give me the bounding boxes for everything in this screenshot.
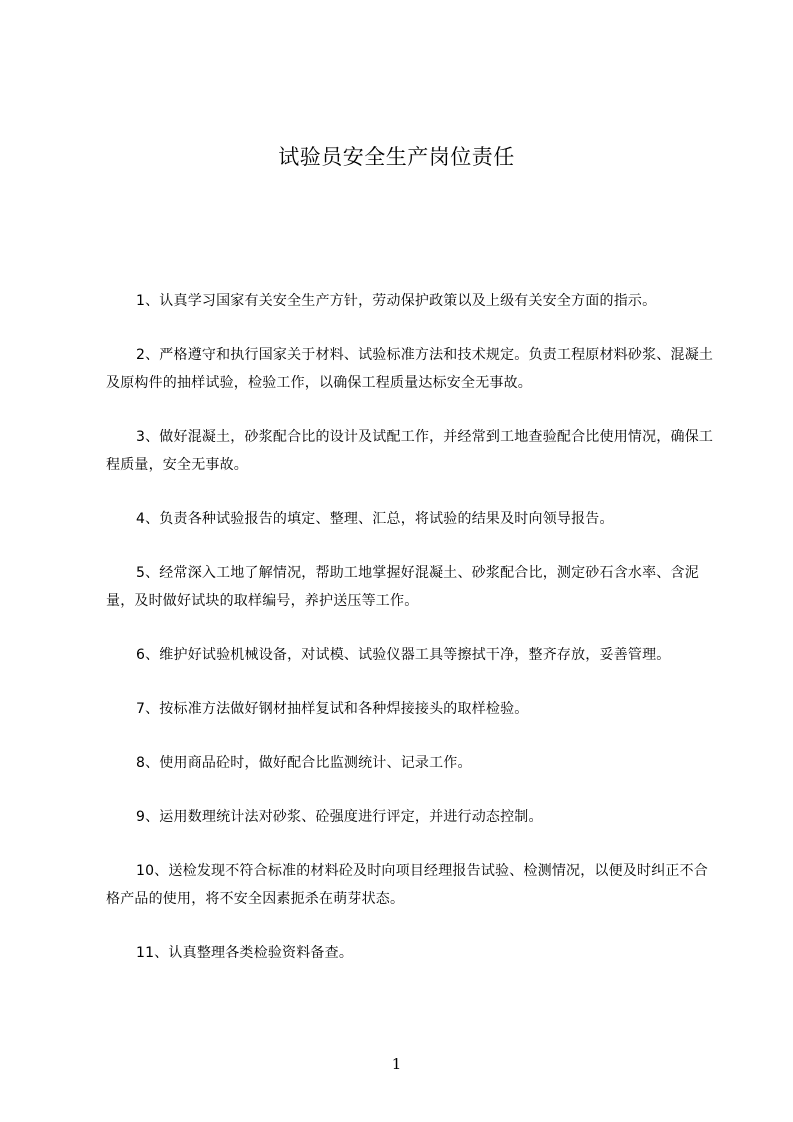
- list-item: 9、运用数理统计法对砂浆、砼强度进行评定，并进行动态控制。: [136, 809, 543, 825]
- list-item: 7、按标准方法做好钢材抽样复试和各种焊接接头的取样检验。: [136, 701, 529, 717]
- list-item: 1、认真学习国家有关安全生产方针，劳动保护政策以及上级有关安全方面的指示。: [136, 293, 657, 309]
- list-item: 8、使用商品砼时，做好配合比监测统计、记录工作。: [136, 755, 472, 771]
- page-title: 试验员安全生产岗位责任: [278, 145, 515, 169]
- responsibility-list: [106, 287, 718, 993]
- list-item: 11、认真整理各类检验资料备查。: [136, 945, 354, 961]
- list-item: 2、严格遵守和执行国家关于材料、试验标准方法和技术规定。负责工程原材料砂浆、混凝土及原构件的抽样试验，检验工作，以确保工程质量达标安全无事故。: [106, 347, 714, 391]
- list-item: 4、负责各种试验报告的填定、整理、汇总，将试验的结果及时向领导报告。: [136, 511, 614, 527]
- list-item: 10、送检发现不符合标准的材料砼及时向项目经理报告试验、检测情况，以便及时纠正不合格产品的使用，将不安全因素扼杀在萌芽状态。: [106, 863, 709, 907]
- page-number: 1: [391, 1055, 402, 1073]
- list-item: 3、做好混凝土，砂浆配合比的设计及试配工作，并经常到工地查验配合比使用情况，确保工程质量，安全无事故。: [106, 429, 714, 473]
- list-item: 6、维护好试验机械设备，对试模、试验仪器工具等擦拭干净，整齐存放，妥善管理。: [136, 647, 671, 663]
- list-item: 5、经常深入工地了解情况，帮助工地掌握好混凝土、砂浆配合比，测定砂石含水率、含泥量，及时做好试块的取样编号，养护送压等工作。: [106, 565, 699, 609]
